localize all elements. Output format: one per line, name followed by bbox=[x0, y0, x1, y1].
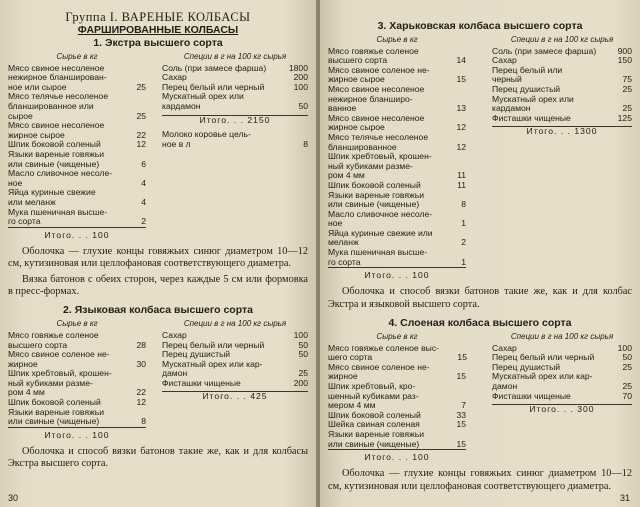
spice-name: Соль (при замесе фарша) bbox=[492, 45, 597, 56]
ingredient-amount: 4 bbox=[141, 196, 146, 207]
ingredient-row bbox=[328, 248, 466, 268]
section-4-paragraph: Оболочка — глухие концы говяжьих синюг диаметром 10—12 см, кутизиновая или целлофановая соответствующего диаметра. bbox=[328, 468, 632, 492]
raw-materials-column bbox=[8, 319, 146, 428]
ingredient-row bbox=[8, 169, 146, 188]
ingredient-amount: 15 bbox=[457, 352, 467, 363]
ingredient-row bbox=[328, 85, 466, 114]
spice-row bbox=[492, 392, 632, 402]
raw-total: Итого. . . 100 bbox=[44, 229, 110, 240]
spice-amount: 25 bbox=[622, 381, 632, 392]
ingredient-row bbox=[8, 408, 146, 428]
ingredient-row bbox=[328, 47, 466, 66]
ingredient-name: Мясо свиное несоленое жирное сырое bbox=[8, 120, 105, 140]
ingredient-name: Мясо свиное соленое не- жирное bbox=[328, 361, 430, 382]
ingredient-row bbox=[328, 152, 466, 181]
spice-total: Итого. . . 300 bbox=[492, 404, 632, 415]
spice-name: Перец белый или черный bbox=[162, 339, 265, 350]
ingredient-name: Шпик боковой соленый bbox=[8, 139, 101, 150]
spice-row bbox=[162, 92, 308, 111]
ingredient-name: Языки вареные говяжьи или свиные (чищеные) bbox=[328, 189, 425, 210]
ingredient-row bbox=[8, 369, 146, 398]
raw-total: Итого. . . 100 bbox=[44, 429, 110, 440]
spice-name: Перец белый или черный bbox=[492, 64, 563, 85]
ingredient-row bbox=[328, 344, 466, 363]
spice-amount: 900 bbox=[617, 45, 632, 56]
spice-name: Сахар bbox=[162, 72, 187, 83]
spice-list bbox=[492, 47, 632, 124]
spices-column bbox=[492, 35, 632, 268]
page-number: 30 bbox=[8, 493, 19, 503]
ingredient-amount: 4 bbox=[141, 177, 146, 188]
spice-amount: 100 bbox=[293, 81, 308, 92]
spice-header: Специи в г на 100 кг сырья bbox=[183, 319, 287, 329]
right-page bbox=[320, 0, 640, 507]
spice-row bbox=[492, 66, 632, 85]
ingredient-amount: 1 bbox=[461, 218, 466, 229]
spice-name: Сахар bbox=[492, 55, 517, 66]
raw-list bbox=[8, 331, 146, 428]
ingredient-amount: 15 bbox=[456, 74, 466, 85]
ingredient-name: Масло сливочное несоле- ное bbox=[328, 208, 433, 229]
ingredient-name: Мясо свиное несоленое нежирное бланширован- ное или сырое bbox=[8, 62, 107, 92]
ingredient-row bbox=[328, 430, 466, 450]
ingredient-name: Языки вареные говяжьи или свиные (чищеные) bbox=[328, 429, 425, 449]
ingredient-row bbox=[8, 208, 146, 228]
spice-name: Перец душистый bbox=[492, 83, 561, 94]
spice-header: Специи в г на 100 кг сырья bbox=[510, 35, 614, 44]
ingredient-amount: 11 bbox=[457, 179, 466, 190]
section-4-title: 4. Слоеная колбаса высшего сорта bbox=[388, 317, 572, 330]
spice-name: Мускатный орех или кардамон bbox=[162, 91, 244, 111]
spice-name: Мускатный орех или кар- дамон bbox=[492, 371, 593, 392]
section-3-paragraph: Оболочка и способ вязки батонов такие же, как и для колбас Экстра и языковой высшего сорта. bbox=[328, 286, 632, 310]
spice-header: Специи в г на 100 кг сырья bbox=[183, 52, 287, 61]
spice-amount: 50 bbox=[298, 100, 308, 111]
milk-row bbox=[162, 130, 308, 149]
ingredient-name: Шпик хребтовый, крошен- ный кубиками разме- ром 4 мм bbox=[328, 151, 432, 181]
raw-list bbox=[328, 47, 466, 269]
raw-total: Итого. . . 100 bbox=[364, 270, 430, 281]
spice-row bbox=[492, 114, 632, 124]
spice-list bbox=[162, 331, 308, 389]
raw-list bbox=[8, 64, 146, 228]
spice-amount: 50 bbox=[622, 352, 632, 363]
ingredient-row bbox=[8, 188, 146, 207]
ingredient-amount: 11 bbox=[457, 170, 466, 181]
ingredient-name: Языки вареные говяжьи или свиные (чищеные) bbox=[8, 406, 105, 427]
left-page bbox=[0, 0, 316, 507]
spice-list bbox=[162, 64, 308, 112]
spice-amount: 125 bbox=[617, 112, 632, 123]
spices-column bbox=[162, 52, 308, 228]
spice-name: Фисташки чищеные bbox=[492, 112, 571, 123]
raw-materials-column bbox=[328, 35, 466, 268]
spice-total: Итого. . . 1300 bbox=[492, 126, 632, 137]
ingredient-row bbox=[8, 350, 146, 369]
spice-name: Мускатный орех или кардамон bbox=[492, 93, 574, 114]
ingredient-amount: 12 bbox=[136, 397, 146, 408]
raw-materials-column bbox=[8, 52, 146, 228]
ingredient-amount: 2 bbox=[461, 237, 466, 248]
ingredient-amount: 33 bbox=[456, 409, 466, 420]
milk-value: 8 bbox=[303, 138, 308, 149]
raw-header: Сырье в кг bbox=[376, 35, 418, 44]
ingredient-row bbox=[328, 229, 466, 248]
ingredient-row bbox=[8, 64, 146, 93]
ingredient-amount: 14 bbox=[456, 55, 466, 66]
raw-header: Сырье в кг bbox=[376, 332, 418, 342]
group-subtitle: ФАРШИРОВАННЫЕ КОЛБАСЫ bbox=[77, 24, 239, 36]
spice-row bbox=[162, 360, 308, 379]
ingredient-name: Масло сливочное несоле- ное bbox=[8, 168, 113, 188]
ingredient-amount: 8 bbox=[141, 416, 146, 427]
spice-name: Перец белый или черный bbox=[162, 81, 265, 92]
section-2-paragraph: Оболочка и способ вязки батонов такие же, как и для колбасы Экстра высшего сорта. bbox=[8, 445, 308, 470]
ingredient-amount: 12 bbox=[456, 122, 466, 133]
section-1-title: 1. Экстра высшего сорта bbox=[93, 37, 223, 49]
spice-amount: 1800 bbox=[288, 62, 308, 73]
ingredient-row bbox=[328, 210, 466, 229]
ingredient-name: Мясо говяжье соленое высшего сорта bbox=[328, 45, 419, 66]
ingredient-amount: 2 bbox=[141, 216, 146, 227]
ingredient-name: Мясо говяжье соленое высшего сорта bbox=[8, 329, 99, 350]
spice-amount: 25 bbox=[622, 103, 632, 114]
spice-amount: 50 bbox=[298, 349, 308, 360]
spice-amount: 100 bbox=[617, 342, 632, 353]
spice-amount: 50 bbox=[298, 339, 308, 350]
spice-name: Перец белый или черный bbox=[492, 352, 595, 363]
raw-header: Сырье в кг bbox=[56, 319, 98, 329]
spice-name: Соль (при замесе фарша) bbox=[162, 62, 267, 73]
ingredient-amount: 12 bbox=[136, 139, 146, 150]
ingredient-amount: 22 bbox=[136, 387, 146, 398]
spice-amount: 100 bbox=[293, 329, 308, 340]
ingredient-row bbox=[328, 382, 466, 411]
ingredient-amount: 1 bbox=[461, 256, 466, 267]
ingredient-amount: 12 bbox=[456, 141, 466, 152]
ingredient-row bbox=[328, 363, 466, 382]
ingredient-row bbox=[8, 121, 146, 140]
milk-name: Молоко коровье цель- ное в л bbox=[162, 129, 251, 149]
ingredient-amount: 13 bbox=[456, 103, 466, 114]
spice-total: Итого. . . 2150 bbox=[162, 115, 308, 126]
spice-name: Сахар bbox=[162, 329, 187, 340]
ingredient-name: Шпик хребтовый, кро- шенный кубиками раз- мером 4 мм bbox=[328, 381, 419, 411]
ingredient-row bbox=[328, 114, 466, 133]
casing-paragraph: Оболочка — глухие концы говяжьих синюг диаметром 10—12 см, кутизиновая или целлофановая соответствующего диаметра. bbox=[8, 245, 308, 270]
spice-row bbox=[492, 95, 632, 114]
raw-header: Сырье в кг bbox=[56, 52, 98, 61]
ingredient-amount: 25 bbox=[136, 81, 146, 92]
group-title: Группа I. ВАРЕНЫЕ КОЛБАСЫ bbox=[65, 10, 251, 24]
spice-amount: 25 bbox=[298, 368, 308, 379]
ingredient-amount: 6 bbox=[141, 158, 146, 169]
tying-paragraph: Вязка батонов с обеих сторон, через каждые 5 см или формовка в пресс-формах. bbox=[8, 273, 308, 297]
ingredient-name: Мука пшеничная высше- го сорта bbox=[8, 206, 108, 227]
ingredient-name: Шпик боковой соленый bbox=[8, 397, 101, 408]
ingredient-amount: 8 bbox=[461, 199, 466, 210]
ingredient-amount: 15 bbox=[456, 419, 466, 430]
ingredient-name: Шейка свиная соленая bbox=[328, 419, 420, 430]
spice-amount: 75 bbox=[622, 74, 632, 85]
ingredient-name: Шпик хребтовый, крошен- ный кубиками разме- ром 4 мм bbox=[8, 368, 112, 398]
section-3-title: 3. Харьковская колбаса высшего сорта bbox=[377, 20, 583, 32]
ingredient-amount: 30 bbox=[136, 358, 146, 369]
ingredient-amount: 15 bbox=[456, 438, 466, 449]
spice-amount: 150 bbox=[617, 55, 632, 66]
section-1-table bbox=[8, 52, 308, 228]
spice-amount: 200 bbox=[293, 377, 308, 388]
spice-amount: 70 bbox=[622, 390, 632, 401]
ingredient-name: Мясо телячье несоленое бланшированное bbox=[328, 131, 429, 152]
ingredient-name: Мясо свиное несоленое жирное сырое bbox=[328, 112, 425, 133]
section-4-table bbox=[328, 332, 632, 450]
raw-total: Итого. . . 100 bbox=[364, 452, 430, 463]
spices-column bbox=[492, 332, 632, 450]
section-3-table bbox=[328, 35, 632, 268]
ingredient-row bbox=[328, 66, 466, 85]
spice-list bbox=[492, 344, 632, 402]
spice-name: Перец душистый bbox=[492, 361, 561, 372]
ingredient-amount: 15 bbox=[456, 371, 466, 382]
spice-header: Специи в г на 100 кг сырья bbox=[510, 332, 614, 342]
ingredient-name: Языки вареные говяжьи или свиные (чищеные) bbox=[8, 148, 105, 169]
spice-amount: 25 bbox=[622, 361, 632, 372]
ingredient-name: Мука пшеничная высше- го сорта bbox=[328, 247, 428, 267]
spice-amount: 25 bbox=[622, 83, 632, 94]
ingredient-name: Мясо свиное несоленое нежирное бланширо- ванное bbox=[328, 83, 425, 114]
spice-name: Перец душистый bbox=[162, 349, 231, 360]
ingredient-name: Яйца куриные свежие или меланж bbox=[8, 187, 96, 207]
spice-total: Итого. . . 425 bbox=[162, 391, 308, 402]
ingredient-row bbox=[8, 92, 146, 121]
page-number: 31 bbox=[619, 493, 630, 503]
spice-row bbox=[492, 372, 632, 391]
ingredient-row bbox=[8, 331, 146, 350]
spice-row bbox=[162, 379, 308, 389]
spices-column bbox=[162, 319, 308, 428]
spice-name: Мускатный орех или кар- дамон bbox=[162, 358, 263, 379]
ingredient-name: Яйца куриные свежие или меланж bbox=[328, 227, 433, 248]
ingredient-row bbox=[328, 133, 466, 152]
section-2-table bbox=[8, 319, 308, 428]
ingredient-name: Шпик боковой соленый bbox=[328, 179, 421, 190]
ingredient-name: Мясо свиное соленое не- жирное сырое bbox=[328, 64, 430, 85]
raw-materials-column bbox=[328, 332, 466, 450]
spice-name: Фисташки чищеные bbox=[162, 377, 241, 388]
spice-name: Фисташки чищеные bbox=[492, 390, 571, 401]
ingredient-name: Мясо говяжье соленое выс- шего сорта bbox=[328, 342, 439, 363]
raw-list bbox=[328, 344, 466, 451]
ingredient-name: Мясо телячье несоленое бланшированное или сырое bbox=[8, 91, 109, 121]
ingredient-amount: 25 bbox=[136, 110, 146, 121]
ingredient-row bbox=[8, 150, 146, 169]
ingredient-amount: 22 bbox=[136, 129, 146, 140]
spice-amount: 200 bbox=[293, 72, 308, 83]
ingredient-name: Мясо свиное соленое не- жирное bbox=[8, 349, 110, 369]
section-2-title: 2. Языковая колбаса высшего сорта bbox=[63, 304, 253, 317]
ingredient-name: Шпик боковой соленый bbox=[328, 409, 421, 420]
ingredient-amount: 7 bbox=[461, 400, 466, 411]
ingredient-row bbox=[328, 191, 466, 210]
ingredient-amount: 28 bbox=[136, 339, 146, 350]
spice-name: Сахар bbox=[492, 342, 517, 353]
